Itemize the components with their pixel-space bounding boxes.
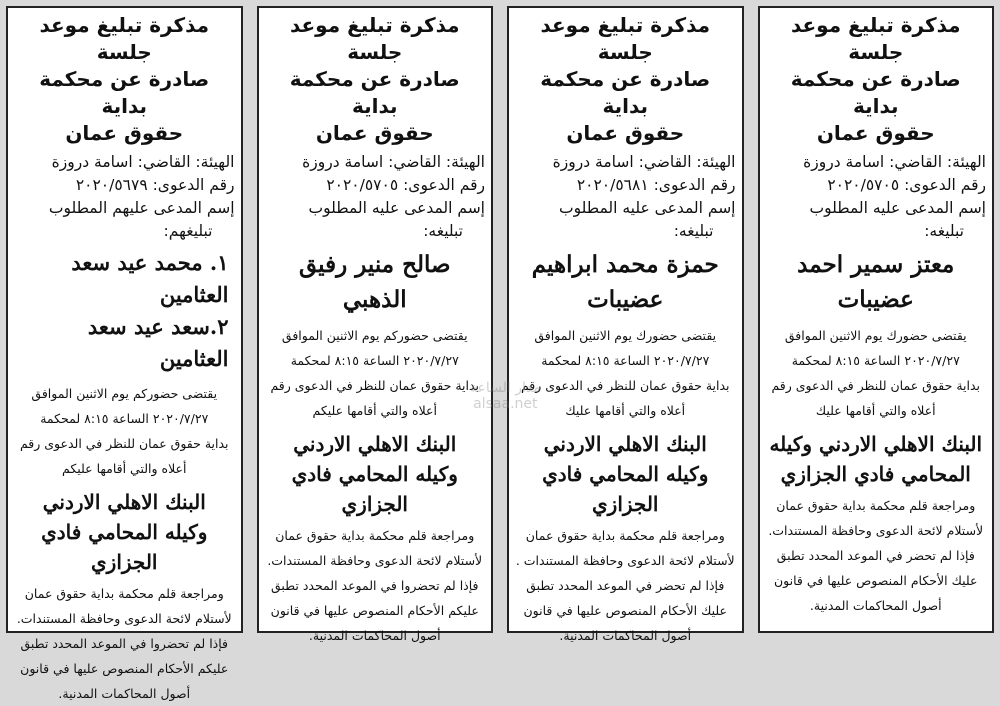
body-lines-line: ٢٠٢٠/٧/٢٧ الساعة ٨:١٥ لمحكمة — [791, 353, 960, 368]
closing-lines-line: عليكم الأحكام المنصوص عليها في قانون — [270, 603, 479, 618]
body-lines-line: بداية حقوق عمان للنظر في الدعوى رقم — [520, 378, 730, 393]
title-line: مذكرة تبليغ موعد جلسة — [39, 13, 210, 64]
body-lines-line: يقتضى حضورك يوم الاثنين الموافق — [784, 328, 967, 343]
notify-label: تبليغه: — [924, 222, 964, 240]
closing-lines-line: فإذا لم تحضروا في الموعد المحدد تطبق — [270, 578, 479, 593]
title-line: مذكرة تبليغ موعد جلسة — [790, 13, 961, 64]
plaintiff-lines-line: المحامي فادي الجزازي — [780, 462, 971, 486]
notice-meta — [265, 151, 486, 243]
body-lines-line: أعلاه والتي أقامها عليك — [815, 403, 936, 418]
title-line: حقوق عمان — [566, 121, 685, 145]
recipients-line: ١. محمد عيد سعد العثامين — [71, 250, 229, 307]
title-line: صادرة عن محكمة بداية — [39, 67, 210, 118]
defendant-label: إسم المدعى عليه المطلوب — [559, 199, 736, 217]
plaintiff-names — [265, 429, 486, 519]
closing-lines-line: أصول المحاكمات المدنية. — [308, 628, 441, 643]
closing-lines-line: أصول المحاكمات المدنية. — [809, 598, 942, 613]
closing-lines-line: ومراجعة قلم محكمة بداية حقوق عمان — [24, 586, 224, 601]
title-line: صادرة عن محكمة بداية — [540, 67, 711, 118]
case-number: رقم الدعوى: ٢٠٢٠/٥٦٨١ — [576, 176, 736, 194]
case-number: رقم الدعوى: ٢٠٢٠/٥٧٠٥ — [326, 176, 485, 194]
defendant-label: إسم المدعى عليه المطلوب — [809, 199, 986, 217]
watermark — [470, 380, 541, 412]
closing-lines-line: أصول المحاكمات المدنية. — [559, 628, 692, 643]
body-lines-line: أعلاه والتي أقامها عليكم — [62, 461, 187, 476]
plaintiff-lines-line: البنك الاهلي الاردني — [543, 432, 707, 456]
notice-meta — [766, 151, 987, 243]
body-lines-line: بداية حقوق عمان للنظر في الدعوى رقم — [771, 378, 981, 393]
recipients-line: معتز سمير احمد عضيبات — [797, 251, 955, 313]
panel-text: الهيئة: القاضي: اسامة دروزة — [552, 153, 736, 171]
closing-lines-line: لأستلام لائحة الدعوى وحافظة المستندات. — [267, 553, 483, 568]
notice-body — [14, 381, 235, 481]
closing-lines-line: فإذا لم تحضروا في الموعد المحدد تطبق — [20, 636, 229, 651]
court-notice-2 — [507, 6, 744, 643]
body-lines-line: ٢٠٢٠/٧/٢٧ الساعة ٨:١٥ لمحكمة — [541, 353, 710, 368]
watermark-line1: مدار الساعة — [470, 380, 541, 396]
plaintiff-names — [515, 429, 736, 519]
defendant-label: إسم المدعى عليه المطلوب — [308, 199, 485, 217]
body-lines-line: ٢٠٢٠/٧/٢٧ الساعة ٨:١٥ لمحكمة — [290, 353, 459, 368]
title-line: مذكرة تبليغ موعد جلسة — [289, 13, 460, 64]
body-lines-line: بداية حقوق عمان للنظر في الدعوى رقم — [19, 436, 229, 451]
watermark-line2: alsaa.net — [473, 396, 538, 412]
body-lines-line: يقتضى حضوركم يوم الاثنين الموافق — [281, 328, 468, 343]
recipient-names — [265, 247, 486, 317]
plaintiff-lines-line: وكيله المحامي فادي الجزازي — [542, 462, 709, 516]
closing-lines-line: لأستلام لائحة الدعوى وحافظة المستندات. — [768, 523, 984, 538]
body-lines-line: أعلاه والتي أقامها عليكم — [312, 403, 437, 418]
notify-label: تبليغه: — [423, 222, 463, 240]
notice-body — [515, 323, 736, 423]
plaintiff-lines-line: وكيله المحامي فادي الجزازي — [41, 520, 208, 574]
notice-title — [14, 12, 235, 147]
title-line: حقوق عمان — [315, 121, 434, 145]
notice-title — [265, 12, 486, 147]
recipient-names — [14, 247, 235, 375]
notice-meta — [515, 151, 736, 243]
notice-closing — [515, 523, 736, 648]
closing-lines-line: لأستلام لائحة الدعوى وحافظة المستندات . — [515, 553, 735, 568]
closing-lines-line: ومراجعة قلم محكمة بداية حقوق عمان — [776, 498, 976, 513]
notice-title — [766, 12, 987, 147]
recipient-names — [766, 247, 987, 317]
recipients-line: حمزة محمد ابراهيم عضيبات — [531, 251, 719, 313]
title-line: مذكرة تبليغ موعد جلسة — [540, 13, 711, 64]
title-line: صادرة عن محكمة بداية — [790, 67, 961, 118]
notice-closing — [14, 581, 235, 706]
title-line: حقوق عمان — [816, 121, 935, 145]
notice-closing — [265, 523, 486, 648]
defendant-label: إسم المدعى عليهم المطلوب — [48, 199, 235, 217]
notice-title — [515, 12, 736, 147]
notice-body — [766, 323, 987, 423]
closing-lines-line: ومراجعة قلم محكمة بداية حقوق عمان — [275, 528, 475, 543]
plaintiff-names — [766, 429, 987, 489]
panel-text: الهيئة: القاضي: اسامة دروزة — [302, 153, 485, 171]
panel-text: الهيئة: القاضي: اسامة دروزة — [51, 153, 235, 171]
court-notice-1 — [758, 6, 995, 633]
panel-text: الهيئة: القاضي: اسامة دروزة — [803, 153, 986, 171]
case-number: رقم الدعوى: ٢٠٢٠/٥٦٧٩ — [75, 176, 235, 194]
court-notice-3 — [257, 6, 494, 643]
recipients-line: ٢.سعد عيد سعد العثامين — [87, 314, 229, 371]
body-lines-line: ٢٠٢٠/٧/٢٧ الساعة ٨:١٥ لمحكمة — [40, 411, 209, 426]
recipient-names — [515, 247, 736, 317]
title-line: صادرة عن محكمة بداية — [289, 67, 460, 118]
closing-lines-line: أصول المحاكمات المدنية. — [58, 686, 191, 701]
body-lines-line: يقتضى حضورك يوم الاثنين الموافق — [534, 328, 717, 343]
title-line: حقوق عمان — [65, 121, 184, 145]
plaintiff-lines-line: البنك الاهلي الاردني — [293, 432, 457, 456]
closing-lines-line: عليكم الأحكام المنصوص عليها في قانون — [20, 661, 229, 676]
notice-body — [265, 323, 486, 423]
notify-label: تبليغه: — [673, 222, 714, 240]
plaintiff-lines-line: البنك الاهلي الاردني — [42, 490, 206, 514]
closing-lines-line: عليك الأحكام المنصوص عليها في قانون — [774, 573, 978, 588]
plaintiff-lines-line: وكيله المحامي فادي الجزازي — [291, 462, 458, 516]
closing-lines-line: فإذا لم تحضر في الموعد المحدد تطبق — [526, 578, 725, 593]
plaintiff-lines-line: البنك الاهلي الاردني وكيله — [769, 432, 983, 456]
body-lines-line: أعلاه والتي أقامها عليك — [565, 403, 686, 418]
body-lines-line: يقتضى حضوركم يوم الاثنين الموافق — [31, 386, 218, 401]
plaintiff-names — [14, 487, 235, 577]
closing-lines-line: ومراجعة قلم محكمة بداية حقوق عمان — [525, 528, 725, 543]
notice-closing — [766, 493, 987, 618]
case-number: رقم الدعوى: ٢٠٢٠/٥٧٠٥ — [827, 176, 986, 194]
court-notice-4 — [6, 6, 243, 701]
notice-meta — [14, 151, 235, 243]
body-lines-line: بداية حقوق عمان للنظر في الدعوى رقم — [270, 378, 480, 393]
notify-label: تبليغهم: — [163, 222, 213, 240]
closing-lines-line: فإذا لم تحضر في الموعد المحدد تطبق — [776, 548, 975, 563]
recipients-line: صالح منير رفيق الذهبي — [298, 251, 451, 313]
closing-lines-line: عليك الأحكام المنصوص عليها في قانون — [523, 603, 727, 618]
closing-lines-line: لأستلام لائحة الدعوى وحافظة المستندات. — [16, 611, 232, 626]
